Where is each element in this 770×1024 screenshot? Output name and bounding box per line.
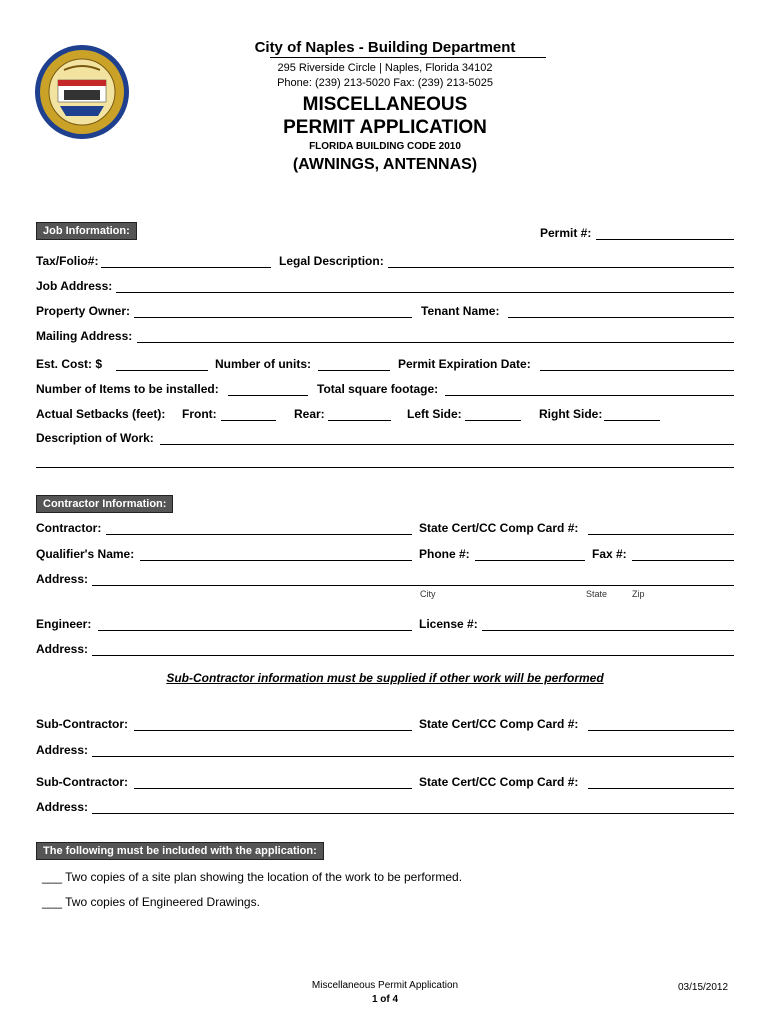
description-field[interactable] (160, 444, 734, 445)
legal-description-label: Legal Description: (279, 254, 384, 268)
expiration-date-field[interactable] (540, 370, 734, 371)
tenant-name-field[interactable] (508, 317, 734, 318)
fax-label: Fax #: (592, 547, 627, 561)
number-of-units-field[interactable] (318, 370, 390, 371)
contractor-information-header: Contractor Information: (36, 495, 173, 513)
footer-form-name: Miscellaneous Permit Application (311, 980, 459, 991)
subcontractor2-label: Sub-Contractor: (36, 775, 128, 789)
tax-folio-label: Tax/Folio#: (36, 254, 99, 268)
job-information-header: Job Information: (36, 222, 137, 240)
job-address-field[interactable] (116, 292, 734, 293)
tax-folio-field[interactable] (101, 267, 271, 268)
contractor-label: Contractor: (36, 521, 102, 535)
subcontractor1-cert-field[interactable] (588, 730, 734, 731)
subcontractor1-label: Sub-Contractor: (36, 717, 128, 731)
form-title-line1: MISCELLANEOUS (302, 94, 468, 115)
permit-field[interactable] (596, 239, 734, 240)
left-side-field[interactable] (465, 420, 521, 421)
zip-caption: Zip (632, 589, 645, 599)
est-cost-field[interactable] (116, 370, 208, 371)
subcontractor2-address-label: Address: (36, 800, 89, 814)
footer-page-number: 1 of 4 (371, 994, 399, 1005)
subcontractor-notice: Sub-Contractor information must be supplied if other work will be performed (166, 671, 604, 685)
subcontractor2-cert-field[interactable] (588, 788, 734, 789)
engineer-field[interactable] (98, 630, 412, 631)
mailing-address-field[interactable] (137, 342, 734, 343)
property-owner-label: Property Owner: (36, 304, 131, 318)
subcontractor1-address-label: Address: (36, 743, 89, 757)
qualifier-name-label: Qualifier's Name: (36, 547, 135, 561)
left-side-label: Left Side: (407, 407, 462, 421)
permit-label: Permit #: (540, 226, 592, 240)
front-field[interactable] (221, 420, 276, 421)
rear-field[interactable] (328, 420, 391, 421)
expiration-date-label: Permit Expiration Date: (398, 357, 531, 371)
square-footage-label: Total square footage: (317, 382, 439, 396)
square-footage-field[interactable] (445, 395, 734, 396)
subcontractor1-cert-label: State Cert/CC Comp Card #: (419, 717, 579, 731)
engineer-label: Engineer: (36, 617, 92, 631)
contractor-field[interactable] (106, 534, 412, 535)
description-label: Description of Work: (36, 431, 154, 445)
tenant-name-label: Tenant Name: (421, 304, 500, 318)
contractor-cert-label: State Cert/CC Comp Card #: (419, 521, 579, 535)
number-of-units-label: Number of units: (215, 357, 311, 371)
subcontractor1-field[interactable] (134, 730, 412, 731)
building-code: FLORIDA BUILDING CODE 2010 (309, 141, 461, 152)
job-address-label: Job Address: (36, 279, 113, 293)
subcontractor2-address-field[interactable] (92, 813, 734, 814)
right-side-field[interactable] (604, 420, 660, 421)
right-side-label: Right Side: (539, 407, 603, 421)
description-field-line2[interactable] (36, 467, 734, 468)
license-label: License #: (419, 617, 478, 631)
mailing-address-label: Mailing Address: (36, 329, 133, 343)
license-field[interactable] (482, 630, 734, 631)
subcontractor1-address-field[interactable] (92, 756, 734, 757)
contractor-address-field[interactable] (92, 585, 734, 586)
requirement-site-plan[interactable]: ___ Two copies of a site plan showing the location of the work to be performed. (42, 870, 463, 884)
phone-label: Phone #: (419, 547, 470, 561)
rear-label: Rear: (294, 407, 325, 421)
engineer-address-label: Address: (36, 642, 89, 656)
est-cost-label: Est. Cost: $ (36, 357, 103, 371)
footer-date: 03/15/2012 (678, 982, 729, 993)
contractor-cert-field[interactable] (588, 534, 734, 535)
items-installed-field[interactable] (228, 395, 308, 396)
items-installed-label: Number of Items to be installed: (36, 382, 219, 396)
department-title: City of Naples - Building Department (254, 39, 516, 56)
department-phone: Phone: (239) 213-5020 Fax: (239) 213-5025 (277, 77, 493, 89)
property-owner-field[interactable] (134, 317, 412, 318)
front-label: Front: (182, 407, 217, 421)
form-subtitle: (AWNINGS, ANTENNAS) (292, 156, 478, 173)
state-caption: State (586, 589, 608, 599)
fax-field[interactable] (632, 560, 734, 561)
contractor-address-label: Address: (36, 572, 89, 586)
department-address: 295 Riverside Circle | Naples, Florida 34102 (277, 62, 493, 74)
requirement-engineered-drawings[interactable]: ___ Two copies of Engineered Drawings. (42, 895, 260, 909)
form-title-line2: PERMIT APPLICATION (283, 117, 487, 138)
phone-field[interactable] (475, 560, 585, 561)
header-rule (270, 57, 546, 58)
city-caption: City (420, 589, 436, 599)
qualifier-name-field[interactable] (140, 560, 412, 561)
legal-description-field[interactable] (388, 267, 734, 268)
setbacks-label: Actual Setbacks (feet): (36, 407, 166, 421)
engineer-address-field[interactable] (92, 655, 734, 656)
subcontractor2-field[interactable] (134, 788, 412, 789)
requirements-header: The following must be included with the application: (36, 842, 324, 860)
subcontractor2-cert-label: State Cert/CC Comp Card #: (419, 775, 579, 789)
